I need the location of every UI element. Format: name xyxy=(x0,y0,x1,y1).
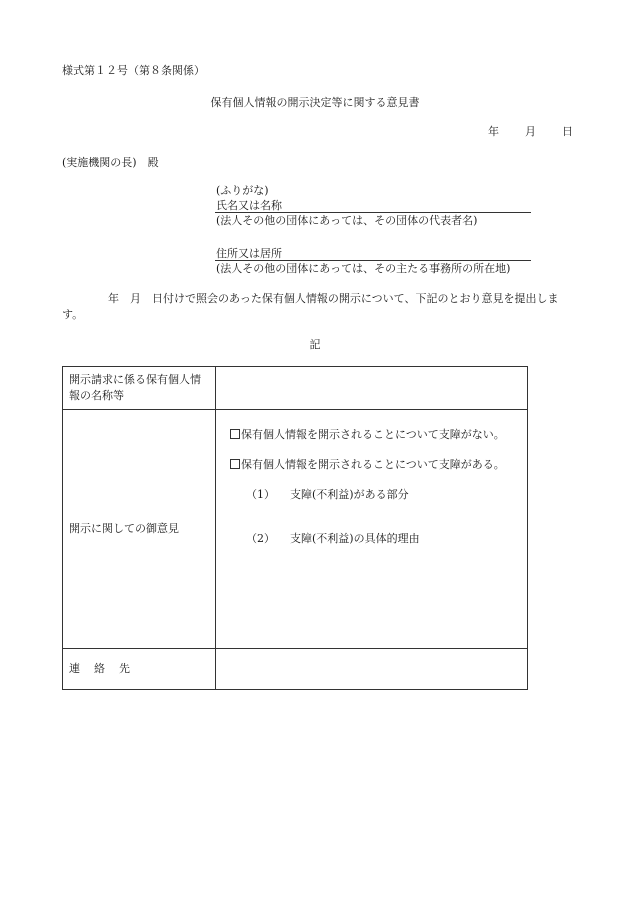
address-label: 住所又は居所 xyxy=(216,247,282,260)
contact-char: 先 xyxy=(119,661,130,675)
date-month: 月 xyxy=(525,125,536,138)
form-number: 様式第１２号（第８条関係） xyxy=(62,64,205,77)
option-objection-label: 保有個人情報を開示されることについて支障がある。 xyxy=(241,458,505,471)
address-underline xyxy=(215,260,531,261)
contact-label xyxy=(63,649,216,690)
info-name-field[interactable] xyxy=(216,367,528,410)
document-title: 保有個人情報の開示決定等に関する意見書 xyxy=(210,96,420,109)
name-label: 氏名又は名称 xyxy=(216,199,282,212)
date-year: 年 xyxy=(488,125,499,138)
body-text: 年 月 日付けで照会のあった保有個人情報の開示について、下記のとおり意見を提出します。 xyxy=(62,292,559,321)
table-row xyxy=(63,367,528,410)
body-paragraph xyxy=(62,291,572,323)
sub-item-reason xyxy=(246,530,420,546)
contact-char: 連 xyxy=(69,661,80,675)
contact-char: 絡 xyxy=(94,661,105,675)
option-objection[interactable] xyxy=(230,456,505,472)
address-note: (法人その他の団体にあっては、その主たる事務所の所在地) xyxy=(216,262,511,275)
opinion-field[interactable] xyxy=(216,410,528,649)
info-name-label: 開示請求に係る保有個人情報の名称等 xyxy=(63,367,216,410)
addressee: (実施機関の長) 殿 xyxy=(62,156,159,169)
checkbox-icon[interactable] xyxy=(230,459,240,469)
opinion-table xyxy=(62,366,528,690)
sub-item-number: （1） xyxy=(246,488,275,501)
sub-item-part xyxy=(246,486,409,502)
date-day: 日 xyxy=(562,125,573,138)
opinion-label: 開示に関しての御意見 xyxy=(63,410,216,649)
contact-field[interactable] xyxy=(216,649,528,690)
date-line xyxy=(488,125,573,138)
sub-item-number: （2） xyxy=(246,532,275,545)
name-underline xyxy=(215,212,531,213)
table-row xyxy=(63,649,528,690)
table-row xyxy=(63,410,528,649)
sub-item-label: 支障(不利益)がある部分 xyxy=(290,488,409,501)
option-no-objection-label: 保有個人情報を開示されることについて支障がない。 xyxy=(241,428,505,441)
ki-heading: 記 xyxy=(309,338,321,351)
furigana-label: (ふりがな) xyxy=(216,184,269,197)
sub-item-label: 支障(不利益)の具体的理由 xyxy=(290,532,420,545)
checkbox-icon[interactable] xyxy=(230,429,240,439)
option-no-objection[interactable] xyxy=(230,426,505,442)
name-note: (法人その他の団体にあっては、その団体の代表者名) xyxy=(216,214,478,227)
